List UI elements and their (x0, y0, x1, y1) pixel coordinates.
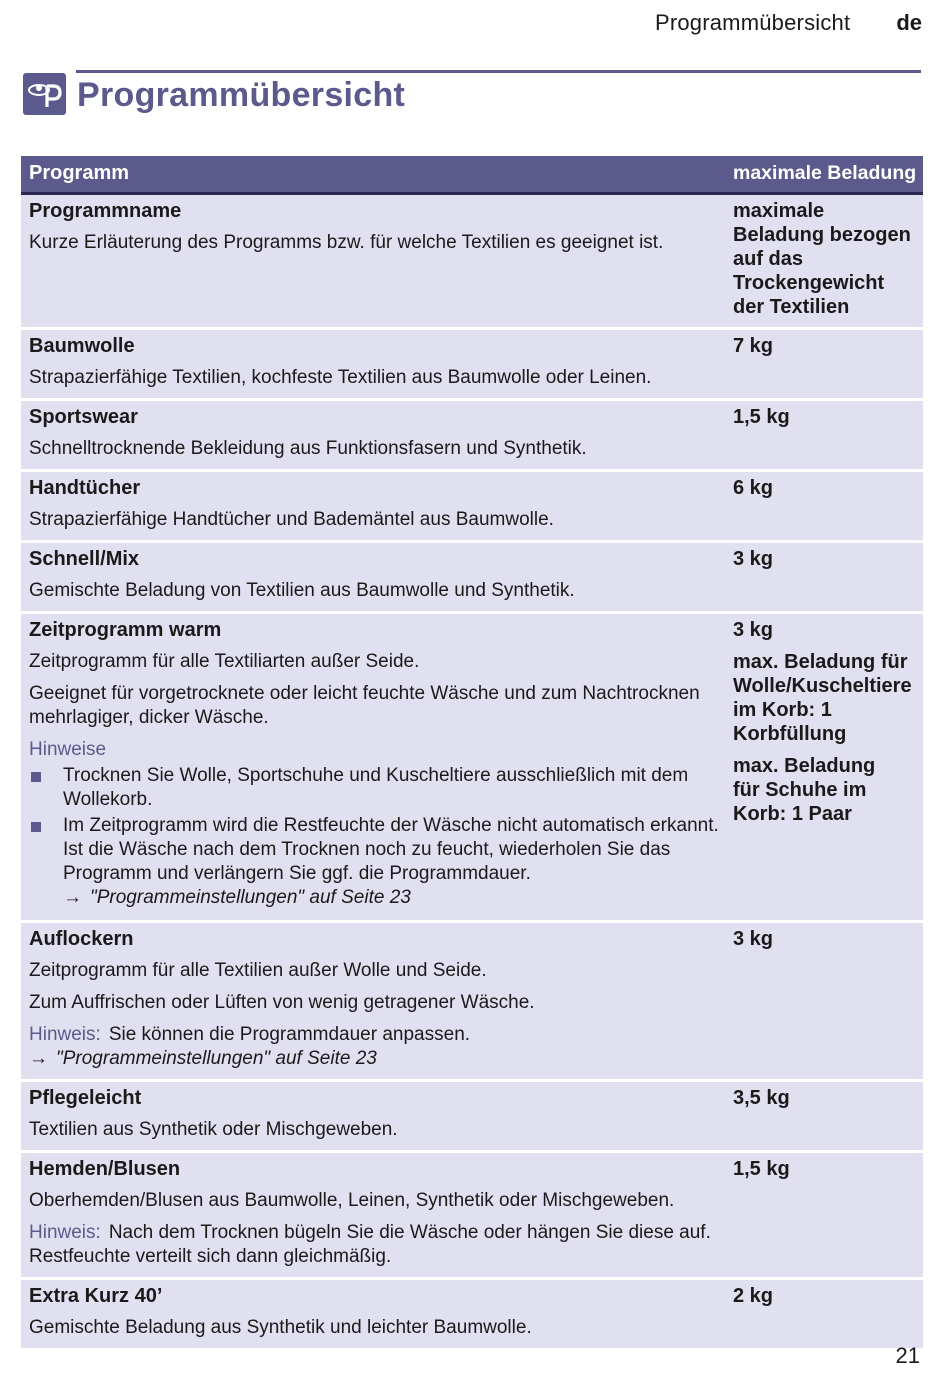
max-load-shoes-basket: max. Beladung für Schuhe im Korb: 1 Paar (733, 755, 876, 825)
program-description: Strapazierfähige Textilien, kochfeste Textilien aus Baumwolle oder Leinen. (29, 367, 652, 388)
load-cell (727, 1081, 923, 1152)
hint-text: Sie können die Programmdauer anpassen. (108, 1024, 471, 1045)
column-header-program: Programm (21, 156, 727, 194)
program-cell (21, 1279, 727, 1350)
max-load: 3,5 kg (733, 1087, 790, 1109)
arrow-right-icon: → (63, 887, 82, 908)
bullet-square-icon (31, 822, 41, 832)
program-description: Oberhemden/Blusen aus Baumwolle, Leinen, Synthetik oder Mischgeweben. (29, 1190, 675, 1211)
program-name: Extra Kurz 40’ (29, 1285, 163, 1307)
table-row (21, 1081, 923, 1152)
program-name: Sportswear (29, 406, 138, 428)
table-row-zeitprogramm (21, 613, 923, 922)
table-row-auflockern (21, 922, 923, 1081)
load-cell (727, 922, 923, 1081)
hint-item (29, 814, 719, 910)
column-header-load: maximale Beladung (727, 156, 923, 194)
max-load-wool-basket: max. Beladung für Wolle/Kuscheltiere im Korb: 1 Korbfüllung (733, 651, 912, 745)
load-cell (727, 613, 923, 922)
program-cell (21, 542, 727, 613)
program-name: Baumwolle (29, 335, 135, 357)
table-row (21, 400, 923, 471)
max-load: 3 kg (733, 619, 774, 641)
program-description-detail: Geeignet für vorgetrocknete oder leicht feuchte Wäsche und zum Nachtrocknen mehrlagiger, dicker Wäsche. (29, 683, 700, 728)
program-description: Gemischte Beladung von Textilien aus Baumwolle und Synthetik. (29, 580, 575, 601)
table-row (21, 542, 923, 613)
language-code: de (896, 10, 922, 35)
program-cell (21, 329, 727, 400)
table-header-row (21, 156, 923, 194)
hint-text: Im Zeitprogramm wird die Restfeuchte der Wäsche nicht automatisch erkannt. Ist die Wäsche nach dem Trocknen noch zu feucht, wiederholen Sie das Programm und verlängern Sie ggf. die Programmdauer. (63, 815, 719, 884)
legend-row (21, 194, 923, 329)
legend-load: maximale Beladung bezogen auf das Trockengewicht der Textilien (733, 200, 911, 318)
bullet-square-icon (31, 772, 41, 782)
cross-reference (63, 886, 719, 910)
hint (29, 1023, 719, 1047)
load-cell (727, 1279, 923, 1350)
program-cell (21, 471, 727, 542)
hints-list (29, 764, 719, 910)
program-overview-icon (23, 73, 66, 115)
program-name: Zeitprogramm warm (29, 619, 222, 641)
max-load: 3 kg (733, 928, 774, 950)
legend-program-cell (21, 194, 727, 329)
hint-label: Hinweis: (29, 1222, 101, 1243)
program-table (21, 156, 923, 1351)
hints-heading: Hinweise (29, 739, 107, 760)
program-cell (21, 1081, 727, 1152)
cross-reference-link[interactable]: "Programmeinstellungen" auf Seite 23 (56, 1048, 377, 1069)
max-load: 6 kg (733, 477, 774, 499)
program-description: Schnelltrocknende Bekleidung aus Funktionsfasern und Synthetik. (29, 438, 587, 459)
hint-text: Nach dem Trocknen bügeln Sie die Wäsche oder hängen Sie diese auf. Restfeuchte verteilt sich dann gleichmäßig. (29, 1222, 711, 1267)
load-cell (727, 1152, 923, 1279)
program-name: Pflegeleicht (29, 1087, 142, 1109)
cross-reference (29, 1047, 719, 1071)
running-header (655, 10, 922, 36)
program-name: Hemden/Blusen (29, 1158, 181, 1180)
hint-label: Hinweis: (29, 1024, 101, 1045)
legend-load-cell (727, 194, 923, 329)
hint-item (29, 764, 719, 812)
program-description: Strapazierfähige Handtücher und Bademäntel aus Baumwolle. (29, 509, 554, 530)
max-load: 1,5 kg (733, 406, 790, 428)
hint-text: Trocknen Sie Wolle, Sportschuhe und Kuscheltiere ausschließlich mit dem Wollekorb. (63, 765, 689, 810)
arrow-right-icon: → (29, 1048, 48, 1069)
program-description-detail: Zum Auffrischen oder Lüften von wenig getragener Wäsche. (29, 992, 535, 1013)
max-load: 2 kg (733, 1285, 774, 1307)
page-title: Programmübersicht (77, 76, 406, 114)
table-row-hemden (21, 1152, 923, 1279)
cross-reference-link[interactable]: "Programmeinstellungen" auf Seite 23 (90, 887, 411, 908)
legend-name: Programmname (29, 200, 182, 222)
legend-description: Kurze Erläuterung des Programms bzw. für welche Textilien es geeignet ist. (29, 232, 664, 253)
program-name: Handtücher (29, 477, 141, 499)
title-rule (76, 70, 921, 73)
program-name: Auflockern (29, 928, 134, 950)
program-cell (21, 1152, 727, 1279)
program-cell (21, 922, 727, 1081)
table-row (21, 471, 923, 542)
page-number: 21 (895, 1343, 920, 1368)
hint (29, 1221, 719, 1269)
load-cell (727, 400, 923, 471)
program-description: Zeitprogramm für alle Textilien außer Wolle und Seide. (29, 960, 487, 981)
table-row (21, 1279, 923, 1350)
max-load: 1,5 kg (733, 1158, 790, 1180)
max-load: 3 kg (733, 548, 774, 570)
program-cell (21, 613, 727, 922)
max-load: 7 kg (733, 335, 774, 357)
load-cell (727, 471, 923, 542)
program-cell (21, 400, 727, 471)
load-cell (727, 329, 923, 400)
load-cell (727, 542, 923, 613)
table-row (21, 329, 923, 400)
running-title: Programmübersicht (654, 10, 851, 35)
program-description: Textilien aus Synthetik oder Mischgeweben. (29, 1119, 398, 1140)
program-description: Gemischte Beladung aus Synthetik und leichter Baumwolle. (29, 1317, 532, 1338)
program-description: Zeitprogramm für alle Textiliarten außer Seide. (29, 651, 420, 672)
program-name: Schnell/Mix (29, 548, 140, 570)
